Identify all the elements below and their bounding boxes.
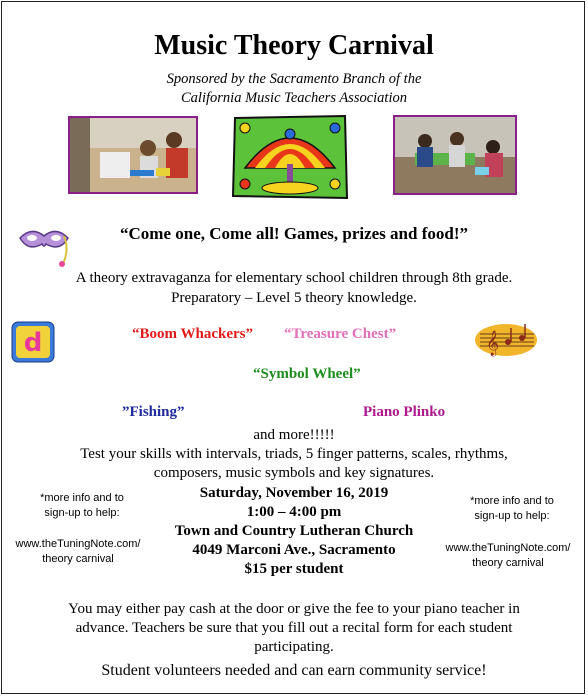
intro-text <box>0 268 588 308</box>
sponsor-text <box>0 70 588 108</box>
event-address: 4049 Marconi Ave., Sacramento <box>192 542 396 558</box>
game-symbol-wheel: “Symbol Wheel” <box>253 366 361 382</box>
right-note-line-1: *more info and to <box>470 495 554 507</box>
svg-text:𝄞: 𝄞 <box>486 331 500 356</box>
skills-line-1: Test your skills with intervals, triads, 5 finger patterns, scales, rhythms, <box>80 446 508 462</box>
flyer-title: Music Theory Carnival <box>154 30 434 61</box>
left-photo <box>68 116 198 194</box>
game-fishing: ”Fishing” <box>122 404 185 420</box>
center-art <box>231 114 349 200</box>
left-info-note <box>22 491 142 521</box>
right-note-line-2: sign-up to help: <box>474 510 550 522</box>
right-website-link[interactable] <box>434 541 582 571</box>
slogan: “Come one, Come all! Games, prizes and food!” <box>120 224 468 243</box>
left-note-line-1: *more info and to <box>40 492 124 504</box>
and-more-line: and more!!!!! <box>253 427 335 443</box>
carnival-tent-illustration <box>231 114 349 200</box>
volunteer-note: Student volunteers needed and can earn community service! <box>101 662 487 679</box>
game-boom-whackers: “Boom Whackers” <box>132 326 253 342</box>
children-playing-games-photo-image <box>395 117 515 193</box>
event-time: 1:00 – 4:00 pm <box>246 504 342 520</box>
sponsor-line-2: California Music Teachers Association <box>181 90 407 106</box>
left-link-line-1[interactable]: www.theTuningNote.com/ <box>15 538 141 550</box>
right-info-note <box>452 494 572 524</box>
music-letter-icon <box>10 320 56 364</box>
payment-line-1: You may either pay cash at the door or give the fee to your piano teacher in <box>68 601 520 617</box>
left-link-line-2[interactable]: theory carnival <box>42 553 114 565</box>
event-price: $15 per student <box>244 561 344 577</box>
skills-text <box>0 426 588 483</box>
payment-line-2: advance. Teachers be sure that you fill out a recital form for each student <box>75 620 513 636</box>
skills-line-2: composers, music symbols and key signatures. <box>153 465 435 481</box>
music-notes-staff-icon <box>474 320 538 358</box>
children-at-game-table-photo-image <box>70 118 196 192</box>
carnival-mask-icon <box>16 222 70 268</box>
game-piano-plinko: Piano Plinko <box>363 404 446 420</box>
sponsor-line-1: Sponsored by the Sacramento Branch of the <box>166 71 422 87</box>
game-treasure-chest: “Treasure Chest” <box>284 326 397 342</box>
event-date: Saturday, November 16, 2019 <box>199 485 389 501</box>
right-link-line-2[interactable]: theory carnival <box>472 557 544 569</box>
intro-line-2: Preparatory – Level 5 theory knowledge. <box>171 290 417 306</box>
left-website-link[interactable] <box>4 537 152 567</box>
intro-line-1: A theory extravaganza for elementary school children through 8th grade. <box>75 270 513 286</box>
right-photo <box>393 115 517 195</box>
payment-line-3: participating. <box>254 639 334 655</box>
svg-text:d: d <box>23 328 43 358</box>
right-link-line-1[interactable]: www.theTuningNote.com/ <box>445 542 571 554</box>
payment-info <box>26 600 562 657</box>
event-venue: Town and Country Lutheran Church <box>174 523 414 539</box>
left-note-line-2: sign-up to help: <box>44 507 120 519</box>
